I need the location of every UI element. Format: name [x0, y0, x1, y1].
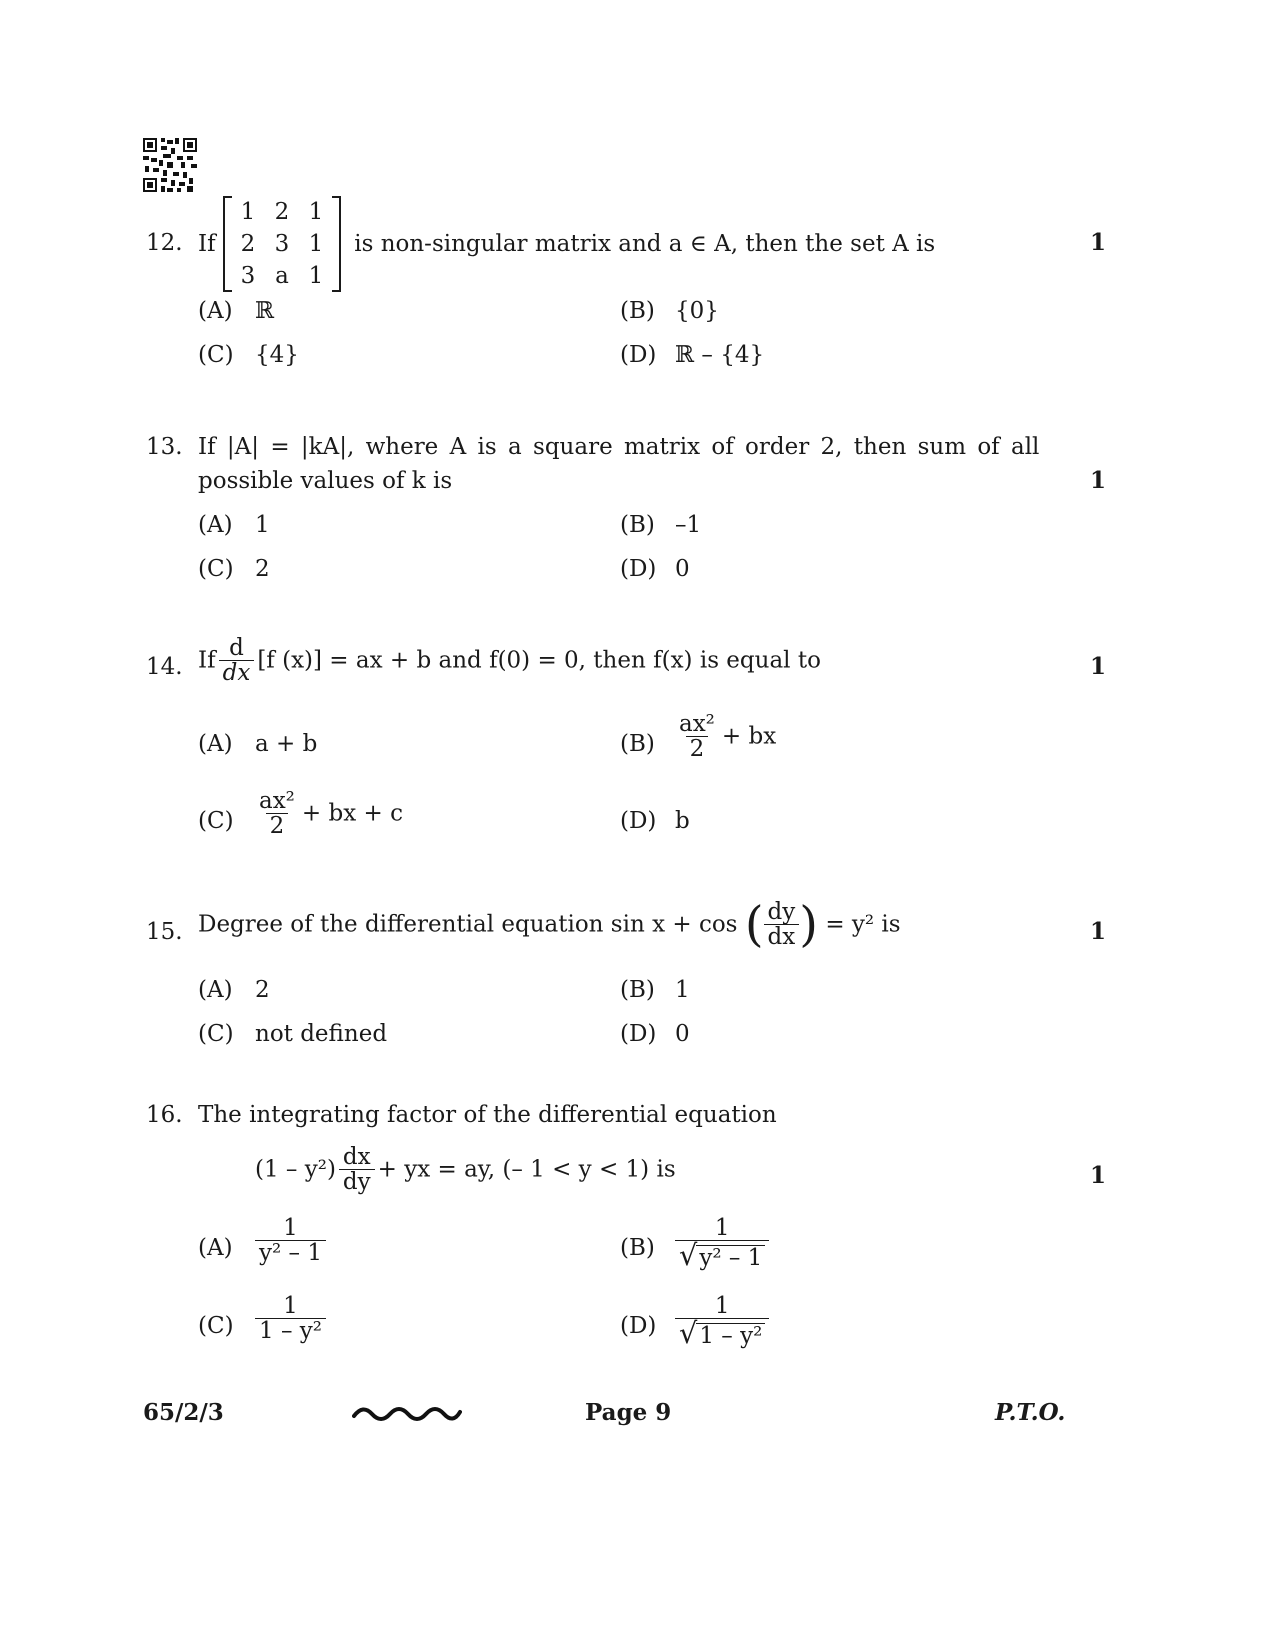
question-number: 14. — [146, 654, 183, 680]
option-d-label: (D) — [620, 1313, 657, 1339]
left-paren: ( — [744, 896, 764, 953]
marks: 1 — [1090, 229, 1107, 256]
fraction-denominator — [675, 1238, 769, 1273]
question-number: 16. — [146, 1102, 183, 1128]
option-a-label: (A) — [198, 977, 233, 1003]
option-b-value — [672, 712, 776, 761]
option-d-label: (D) — [620, 808, 657, 834]
option-c-label: (C) — [198, 1313, 234, 1339]
fraction-numerator: 1 — [283, 1215, 298, 1241]
question-number: 12. — [146, 230, 183, 256]
question-number: 15. — [146, 919, 183, 945]
equation-prefix: (1 – y²) — [255, 1156, 336, 1183]
question-text — [198, 196, 935, 292]
fraction — [675, 712, 719, 761]
page-number: Page 9 — [585, 1399, 672, 1426]
marks: 1 — [1090, 653, 1107, 680]
fraction-denominator — [675, 1316, 769, 1351]
question-body: [f (x)] = ax + b and f(0) = 0, then f(x) is equal to — [257, 647, 821, 674]
question-if: If — [198, 231, 216, 257]
derivative-fraction — [764, 900, 800, 949]
question-text — [198, 636, 821, 685]
option-d-value: b — [675, 808, 690, 834]
option-c-label: (C) — [198, 556, 234, 582]
radicand: y² – 1 — [696, 1245, 765, 1270]
radicand: 1 – y² — [696, 1323, 765, 1348]
matrix-cell: 3 — [240, 263, 256, 289]
matrix-cell: 1 — [240, 199, 256, 225]
option-a-value: a + b — [255, 731, 318, 757]
option-a-value — [252, 1216, 329, 1265]
pto-label: P.T.O. — [995, 1399, 1066, 1426]
option-d-value: 0 — [675, 1021, 690, 1047]
matrix — [223, 196, 341, 292]
fraction-denominator: dx — [219, 660, 255, 685]
matrix-cell: 3 — [274, 231, 290, 257]
derivative-fraction — [339, 1145, 375, 1194]
option-d-value: ℝ – {4} — [675, 342, 765, 368]
right-paren: ) — [799, 896, 818, 953]
marks: 1 — [1090, 467, 1107, 494]
matrix-cell: 1 — [308, 199, 324, 225]
option-c-value — [252, 789, 403, 838]
option-a-value: ℝ — [255, 298, 275, 324]
option-d-value: 0 — [675, 556, 690, 582]
option-a-label: (A) — [198, 731, 233, 757]
fraction — [255, 1294, 326, 1343]
option-b-value: –1 — [675, 512, 702, 538]
square-root — [679, 1238, 765, 1273]
option-a-value: 1 — [255, 512, 270, 538]
question-text: If |A| = |kA|, where A is a square matrix of order 2, then sum of all — [198, 434, 1040, 460]
question-tail: = y² is — [825, 911, 901, 938]
question-body: is non-singular matrix and a ∈ A, then the set A is — [354, 231, 936, 257]
option-b-label: (B) — [620, 512, 655, 538]
equation-suffix: + yx = ay, (– 1 < y < 1) is — [377, 1156, 676, 1183]
fraction — [675, 1293, 769, 1351]
marks: 1 — [1090, 1162, 1107, 1189]
question-body: Degree of the differential equation sin x + cos — [198, 911, 738, 938]
option-b-value — [672, 1215, 772, 1273]
option-c-label: (C) — [198, 808, 234, 834]
matrix-cell: 1 — [308, 231, 324, 257]
option-b-label: (B) — [620, 731, 655, 757]
fraction — [675, 1215, 769, 1273]
fraction-denominator: dx — [764, 924, 800, 949]
square-root — [679, 1316, 765, 1351]
option-a-label: (A) — [198, 512, 233, 538]
matrix-cell: a — [275, 263, 289, 289]
option-c-label: (C) — [198, 342, 234, 368]
fraction — [255, 789, 299, 838]
fraction-numerator: 1 — [283, 1293, 298, 1319]
option-d-value — [672, 1293, 772, 1351]
option-c-value — [252, 1294, 329, 1343]
question-text — [198, 896, 901, 953]
question-text: The integrating factor of the differential equation — [198, 1102, 777, 1128]
fraction-denominator: 1 – y² — [255, 1318, 326, 1343]
option-b-label: (B) — [620, 298, 655, 324]
question-equation — [255, 1145, 676, 1194]
matrix-cell: 2 — [274, 199, 290, 225]
option-rest: + bx — [721, 723, 777, 750]
option-b-value: {0} — [675, 298, 719, 324]
fraction-numerator: 1 — [714, 1293, 730, 1319]
option-c-value: not defined — [255, 1021, 388, 1047]
fraction — [255, 1216, 326, 1265]
question-number: 13. — [146, 434, 183, 460]
fraction-denominator: 2 — [266, 813, 289, 838]
option-d-label: (D) — [620, 556, 657, 582]
radical-sign-icon: √ — [679, 1316, 698, 1351]
paper-code: 65/2/3 — [143, 1399, 224, 1426]
question-text: possible values of k is — [198, 468, 453, 494]
option-b-label: (B) — [620, 1235, 655, 1261]
option-c-value: {4} — [255, 342, 299, 368]
matrix-cell: 1 — [308, 263, 324, 289]
radical-sign-icon: √ — [679, 1238, 698, 1273]
fraction-numerator: d — [229, 635, 244, 661]
question-if: If — [198, 647, 216, 674]
option-c-label: (C) — [198, 1021, 234, 1047]
matrix-cell: 2 — [240, 231, 256, 257]
derivative-fraction — [219, 636, 255, 685]
fraction-numerator: dx — [342, 1144, 371, 1170]
option-a-label: (A) — [198, 298, 233, 324]
option-a-label: (A) — [198, 1235, 233, 1261]
fraction-denominator: dy — [339, 1169, 375, 1194]
option-c-value: 2 — [255, 556, 270, 582]
fraction-denominator: y² – 1 — [255, 1240, 326, 1265]
marks: 1 — [1090, 918, 1107, 945]
qr-code-icon — [143, 138, 197, 192]
fraction-denominator: 2 — [686, 736, 709, 761]
fraction-numerator: ax² — [259, 788, 295, 814]
option-b-value: 1 — [675, 977, 690, 1003]
option-b-label: (B) — [620, 977, 655, 1003]
wave-ornament-icon — [352, 1402, 462, 1424]
fraction-numerator: 1 — [714, 1215, 730, 1241]
fraction-numerator: dy — [767, 899, 796, 925]
fraction-numerator: ax² — [679, 711, 715, 737]
option-rest: + bx + c — [301, 800, 403, 827]
option-a-value: 2 — [255, 977, 270, 1003]
option-d-label: (D) — [620, 342, 657, 368]
option-d-label: (D) — [620, 1021, 657, 1047]
